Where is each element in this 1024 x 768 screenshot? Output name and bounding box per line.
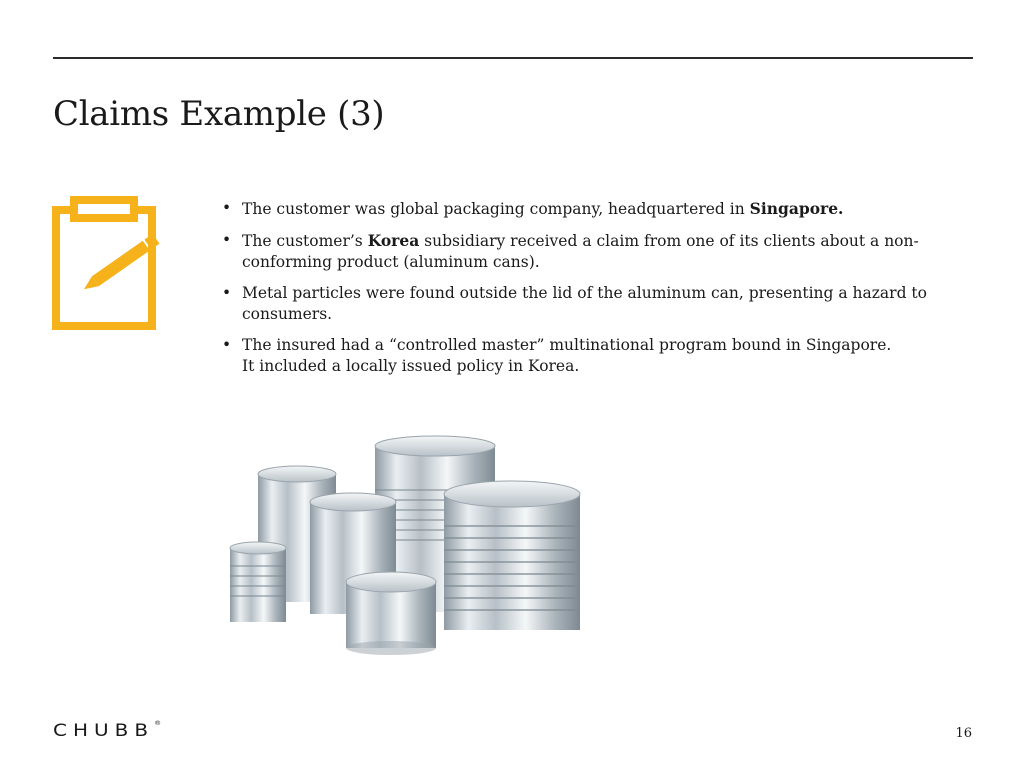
bullet-text: The customer’s: [242, 232, 368, 250]
bullet-text: The insured had a “controlled master” multinational program bound in Singapore.: [242, 336, 892, 354]
slide-title: Claims Example (3): [53, 94, 385, 134]
bullet-text: The customer was global packaging company, headquartered in: [242, 200, 750, 218]
clipboard-pencil-icon: [52, 196, 172, 336]
bullet-text: It included a locally issued policy in Korea.: [242, 357, 580, 375]
chubb-logo: [53, 720, 162, 741]
bullet-item: [222, 230, 962, 273]
aluminum-cans-image: [222, 430, 594, 662]
bullet-item: [222, 335, 962, 377]
top-divider: [53, 57, 973, 59]
bullet-item: [222, 283, 962, 325]
bullet-bold-text: Singapore.: [749, 199, 844, 218]
bullet-bold-text: Korea: [367, 231, 420, 250]
can: [230, 436, 580, 655]
bullet-text: Metal particles were found outside the lid of the aluminum can, presenting a hazard to consumers.: [242, 284, 927, 323]
bullet-item: [222, 198, 962, 220]
page-number: 16: [955, 726, 972, 741]
bullet-text: subsidiary received a claim from one of its clients about a non-conforming product (aluminum cans).: [242, 232, 919, 271]
logo-text: CHUBB: [53, 720, 155, 741]
bullet-list: [222, 198, 962, 387]
registered-mark: ®: [154, 720, 162, 727]
